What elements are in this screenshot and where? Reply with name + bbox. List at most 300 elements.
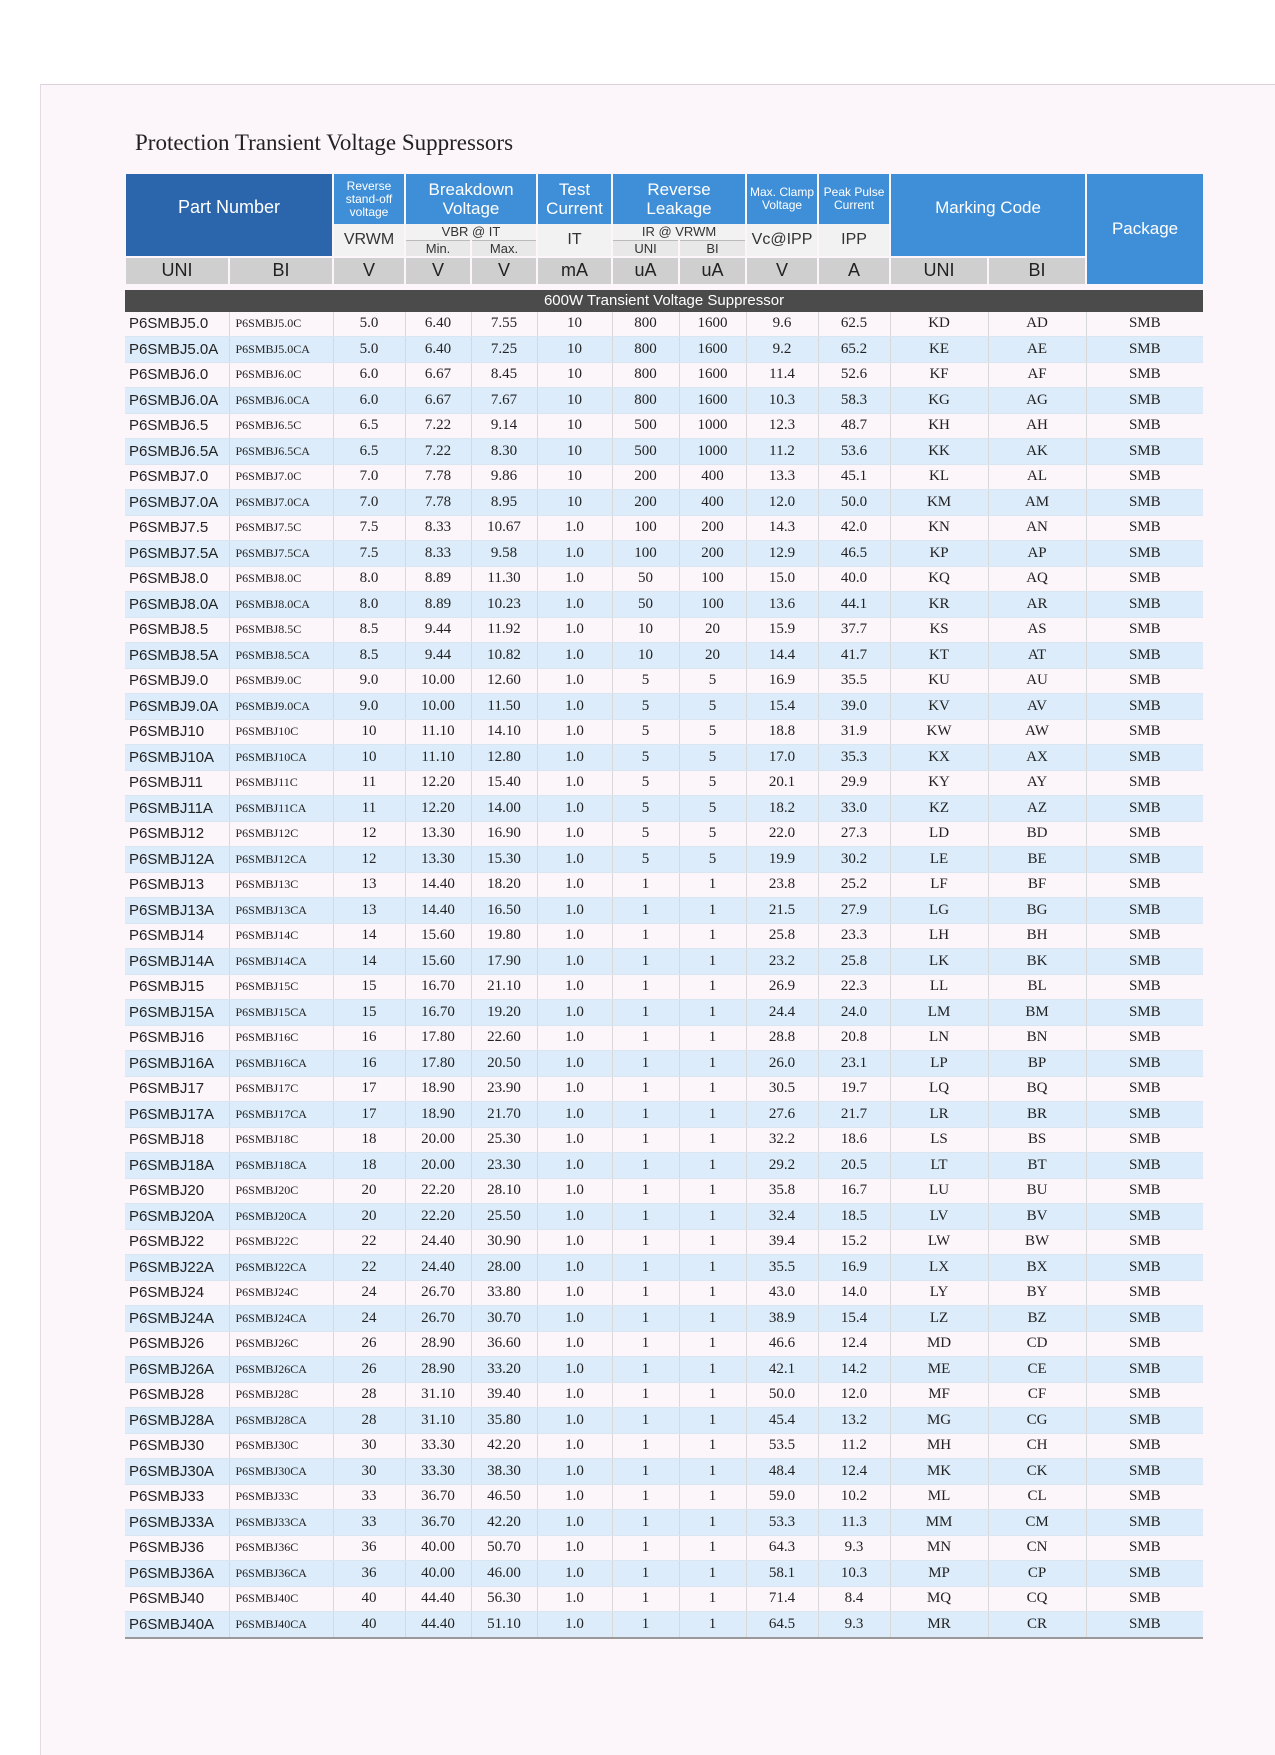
marking-uni: ML bbox=[890, 1484, 988, 1510]
package-value: SMB bbox=[1086, 1051, 1203, 1077]
table-row bbox=[125, 872, 1203, 898]
marking-bi: AZ bbox=[988, 796, 1086, 822]
it-value: 1.0 bbox=[537, 872, 612, 898]
part-bi: P6SMBJ7.5C bbox=[229, 515, 333, 541]
marking-uni: KU bbox=[890, 668, 988, 694]
package-value: SMB bbox=[1086, 745, 1203, 771]
part-bi: P6SMBJ17C bbox=[229, 1076, 333, 1102]
unit-mark-uni: UNI bbox=[890, 257, 988, 284]
marking-bi: BZ bbox=[988, 1306, 1086, 1332]
ir-uni-value: 1 bbox=[612, 923, 679, 949]
ir-uni-value: 1 bbox=[612, 1076, 679, 1102]
part-uni: P6SMBJ30 bbox=[125, 1433, 229, 1459]
vc-value: 19.9 bbox=[746, 847, 818, 873]
vbr-max-value: 46.00 bbox=[471, 1561, 537, 1587]
vbr-max-value: 30.70 bbox=[471, 1306, 537, 1332]
vc-value: 23.8 bbox=[746, 872, 818, 898]
package-value: SMB bbox=[1086, 1127, 1203, 1153]
vbr-max-value: 9.58 bbox=[471, 541, 537, 567]
part-bi: P6SMBJ30C bbox=[229, 1433, 333, 1459]
vbr-min-value: 12.20 bbox=[405, 796, 471, 822]
ipp-value: 12.0 bbox=[818, 1382, 890, 1408]
ir-bi-value: 1 bbox=[679, 1000, 746, 1026]
vbr-max-value: 33.20 bbox=[471, 1357, 537, 1383]
part-bi: P6SMBJ7.0CA bbox=[229, 490, 333, 516]
vbr-max-value: 9.14 bbox=[471, 413, 537, 439]
vrwm-value: 33 bbox=[333, 1484, 405, 1510]
marking-uni: MF bbox=[890, 1382, 988, 1408]
ipp-value: 58.3 bbox=[818, 388, 890, 414]
ir-bi-value: 1 bbox=[679, 1433, 746, 1459]
vc-value: 20.1 bbox=[746, 770, 818, 796]
header-breakdown-voltage: Breakdown Voltage bbox=[405, 174, 537, 224]
table-row bbox=[125, 1000, 1203, 1026]
ipp-value: 15.2 bbox=[818, 1229, 890, 1255]
vbr-min-value: 17.80 bbox=[405, 1051, 471, 1077]
vc-value: 53.5 bbox=[746, 1433, 818, 1459]
part-uni: P6SMBJ24 bbox=[125, 1280, 229, 1306]
marking-bi: BH bbox=[988, 923, 1086, 949]
marking-bi: BW bbox=[988, 1229, 1086, 1255]
marking-uni: KX bbox=[890, 745, 988, 771]
vbr-min-value: 18.90 bbox=[405, 1102, 471, 1128]
part-uni: P6SMBJ36A bbox=[125, 1561, 229, 1587]
ipp-value: 10.2 bbox=[818, 1484, 890, 1510]
ir-bi-value: 1 bbox=[679, 898, 746, 924]
vbr-min-value: 11.10 bbox=[405, 745, 471, 771]
vbr-min-value: 8.33 bbox=[405, 541, 471, 567]
ir-bi-value: 1 bbox=[679, 1102, 746, 1128]
marking-uni: LN bbox=[890, 1025, 988, 1051]
vbr-max-value: 20.50 bbox=[471, 1051, 537, 1077]
vbr-max-value: 12.60 bbox=[471, 668, 537, 694]
vbr-min-value: 26.70 bbox=[405, 1280, 471, 1306]
package-value: SMB bbox=[1086, 464, 1203, 490]
marking-uni: MK bbox=[890, 1459, 988, 1485]
part-uni: P6SMBJ33 bbox=[125, 1484, 229, 1510]
package-value: SMB bbox=[1086, 1510, 1203, 1536]
marking-uni: LY bbox=[890, 1280, 988, 1306]
marking-uni: KS bbox=[890, 617, 988, 643]
vrwm-value: 9.0 bbox=[333, 668, 405, 694]
vbr-min-value: 28.90 bbox=[405, 1331, 471, 1357]
part-bi: P6SMBJ12C bbox=[229, 821, 333, 847]
vrwm-value: 6.5 bbox=[333, 439, 405, 465]
ir-uni-value: 1 bbox=[612, 1102, 679, 1128]
vbr-max-value: 21.70 bbox=[471, 1102, 537, 1128]
vrwm-value: 17 bbox=[333, 1102, 405, 1128]
ir-uni-value: 1 bbox=[612, 1229, 679, 1255]
vbr-min-value: 7.22 bbox=[405, 413, 471, 439]
part-uni: P6SMBJ9.0A bbox=[125, 694, 229, 720]
package-value: SMB bbox=[1086, 1102, 1203, 1128]
package-value: SMB bbox=[1086, 1408, 1203, 1434]
vbr-max-value: 7.25 bbox=[471, 337, 537, 363]
marking-bi: BR bbox=[988, 1102, 1086, 1128]
vc-value: 35.5 bbox=[746, 1255, 818, 1281]
ipp-value: 11.3 bbox=[818, 1510, 890, 1536]
marking-bi: CR bbox=[988, 1612, 1086, 1638]
marking-uni: LE bbox=[890, 847, 988, 873]
vc-value: 22.0 bbox=[746, 821, 818, 847]
part-bi: P6SMBJ16C bbox=[229, 1025, 333, 1051]
it-value: 1.0 bbox=[537, 770, 612, 796]
package-value: SMB bbox=[1086, 1459, 1203, 1485]
vbr-max-value: 10.67 bbox=[471, 515, 537, 541]
package-value: SMB bbox=[1086, 668, 1203, 694]
part-uni: P6SMBJ10A bbox=[125, 745, 229, 771]
part-bi: P6SMBJ8.0CA bbox=[229, 592, 333, 618]
marking-uni: KG bbox=[890, 388, 988, 414]
header-peak-pulse: Peak Pulse Current bbox=[818, 174, 890, 224]
it-value: 1.0 bbox=[537, 1408, 612, 1434]
part-bi: P6SMBJ11CA bbox=[229, 796, 333, 822]
part-uni: P6SMBJ9.0 bbox=[125, 668, 229, 694]
vbr-max-value: 38.30 bbox=[471, 1459, 537, 1485]
vbr-min-value: 24.40 bbox=[405, 1229, 471, 1255]
package-value: SMB bbox=[1086, 1357, 1203, 1383]
table-row bbox=[125, 770, 1203, 796]
it-value: 1.0 bbox=[537, 1433, 612, 1459]
table-row bbox=[125, 1586, 1203, 1612]
ipp-value: 27.3 bbox=[818, 821, 890, 847]
vbr-max-value: 50.70 bbox=[471, 1535, 537, 1561]
vrwm-value: 26 bbox=[333, 1331, 405, 1357]
table-row bbox=[125, 1153, 1203, 1179]
vrwm-value: 14 bbox=[333, 949, 405, 975]
it-value: 1.0 bbox=[537, 923, 612, 949]
part-bi: P6SMBJ17CA bbox=[229, 1102, 333, 1128]
table-row bbox=[125, 1076, 1203, 1102]
part-uni: P6SMBJ40 bbox=[125, 1586, 229, 1612]
vbr-max-value: 56.30 bbox=[471, 1586, 537, 1612]
vc-value: 32.4 bbox=[746, 1204, 818, 1230]
vc-value: 9.2 bbox=[746, 337, 818, 363]
ir-bi-value: 1 bbox=[679, 1280, 746, 1306]
it-value: 1.0 bbox=[537, 974, 612, 1000]
vbr-max-value: 35.80 bbox=[471, 1408, 537, 1434]
vbr-max-value: 17.90 bbox=[471, 949, 537, 975]
marking-bi: CN bbox=[988, 1535, 1086, 1561]
vbr-min-value: 31.10 bbox=[405, 1382, 471, 1408]
part-uni: P6SMBJ18A bbox=[125, 1153, 229, 1179]
part-number-band bbox=[125, 240, 333, 257]
unit-ir-uni: uA bbox=[612, 257, 679, 284]
part-uni: P6SMBJ11 bbox=[125, 770, 229, 796]
table-row bbox=[125, 1178, 1203, 1204]
vc-value: 17.0 bbox=[746, 745, 818, 771]
marking-uni: LM bbox=[890, 1000, 988, 1026]
ipp-value: 13.2 bbox=[818, 1408, 890, 1434]
part-bi: P6SMBJ20CA bbox=[229, 1204, 333, 1230]
table-row bbox=[125, 337, 1203, 363]
ir-uni-value: 1 bbox=[612, 1459, 679, 1485]
marking-uni: LD bbox=[890, 821, 988, 847]
ipp-value: 12.4 bbox=[818, 1331, 890, 1357]
vc-value: 11.2 bbox=[746, 439, 818, 465]
ipp-value: 16.9 bbox=[818, 1255, 890, 1281]
unit-ir-bi: uA bbox=[679, 257, 746, 284]
it-value: 1.0 bbox=[537, 1357, 612, 1383]
ipp-value: 65.2 bbox=[818, 337, 890, 363]
vc-value: 13.3 bbox=[746, 464, 818, 490]
vrwm-value: 12 bbox=[333, 847, 405, 873]
header-reverse-standoff: Reverse stand-off voltage bbox=[333, 174, 405, 224]
package-value: SMB bbox=[1086, 1306, 1203, 1332]
ir-uni-value: 500 bbox=[612, 439, 679, 465]
package-value: SMB bbox=[1086, 1433, 1203, 1459]
part-uni: P6SMBJ40A bbox=[125, 1612, 229, 1638]
vbr-max-value: 7.67 bbox=[471, 388, 537, 414]
part-uni: P6SMBJ17 bbox=[125, 1076, 229, 1102]
marking-bi: AU bbox=[988, 668, 1086, 694]
ir-uni-value: 200 bbox=[612, 464, 679, 490]
vbr-min-value: 20.00 bbox=[405, 1153, 471, 1179]
ir-bi-value: 20 bbox=[679, 643, 746, 669]
vrwm-value: 6.0 bbox=[333, 362, 405, 388]
package-value: SMB bbox=[1086, 643, 1203, 669]
part-uni: P6SMBJ6.5A bbox=[125, 439, 229, 465]
table-header bbox=[125, 174, 1203, 312]
ipp-value: 11.2 bbox=[818, 1433, 890, 1459]
package-value: SMB bbox=[1086, 439, 1203, 465]
ir-bi-value: 1 bbox=[679, 1331, 746, 1357]
ir-uni-value: 5 bbox=[612, 668, 679, 694]
vrwm-value: 11 bbox=[333, 770, 405, 796]
ir-uni-value: 50 bbox=[612, 566, 679, 592]
part-uni: P6SMBJ24A bbox=[125, 1306, 229, 1332]
vbr-min-value: 13.30 bbox=[405, 821, 471, 847]
vrwm-value: 15 bbox=[333, 974, 405, 1000]
ir-bi-value: 1600 bbox=[679, 337, 746, 363]
vbr-min-value: 6.67 bbox=[405, 388, 471, 414]
it-value: 1.0 bbox=[537, 541, 612, 567]
ir-bi-value: 100 bbox=[679, 566, 746, 592]
table-row bbox=[125, 745, 1203, 771]
vc-value: 13.6 bbox=[746, 592, 818, 618]
vc-value: 18.2 bbox=[746, 796, 818, 822]
marking-bi: AE bbox=[988, 337, 1086, 363]
table-row bbox=[125, 1229, 1203, 1255]
ir-uni-value: 1 bbox=[612, 1255, 679, 1281]
vrwm-value: 8.0 bbox=[333, 566, 405, 592]
part-bi: P6SMBJ20C bbox=[229, 1178, 333, 1204]
part-uni: P6SMBJ5.0 bbox=[125, 312, 229, 337]
part-bi: P6SMBJ7.0C bbox=[229, 464, 333, 490]
marking-bi: CF bbox=[988, 1382, 1086, 1408]
vc-value: 14.3 bbox=[746, 515, 818, 541]
table-row bbox=[125, 490, 1203, 516]
ipp-value: 9.3 bbox=[818, 1535, 890, 1561]
table-row bbox=[125, 1025, 1203, 1051]
marking-bi: AD bbox=[988, 312, 1086, 337]
it-value: 1.0 bbox=[537, 796, 612, 822]
marking-uni: LF bbox=[890, 872, 988, 898]
marking-uni: LG bbox=[890, 898, 988, 924]
symbol-leak-bi: BI bbox=[679, 240, 746, 257]
ipp-value: 29.9 bbox=[818, 770, 890, 796]
part-uni: P6SMBJ10 bbox=[125, 719, 229, 745]
package-value: SMB bbox=[1086, 770, 1203, 796]
part-bi: P6SMBJ22C bbox=[229, 1229, 333, 1255]
marking-bi: AX bbox=[988, 745, 1086, 771]
header-max-clamp: Max. Clamp Voltage bbox=[746, 174, 818, 224]
part-bi: P6SMBJ33CA bbox=[229, 1510, 333, 1536]
package-value: SMB bbox=[1086, 1076, 1203, 1102]
vc-value: 71.4 bbox=[746, 1586, 818, 1612]
symbol-ipp: IPP bbox=[818, 224, 890, 257]
vrwm-value: 16 bbox=[333, 1051, 405, 1077]
package-value: SMB bbox=[1086, 617, 1203, 643]
vrwm-value: 30 bbox=[333, 1433, 405, 1459]
vbr-min-value: 31.10 bbox=[405, 1408, 471, 1434]
vbr-max-value: 12.80 bbox=[471, 745, 537, 771]
vbr-max-value: 30.90 bbox=[471, 1229, 537, 1255]
table-row bbox=[125, 949, 1203, 975]
vrwm-value: 11 bbox=[333, 796, 405, 822]
package-value: SMB bbox=[1086, 872, 1203, 898]
ir-bi-value: 1 bbox=[679, 1408, 746, 1434]
it-value: 10 bbox=[537, 337, 612, 363]
vc-value: 45.4 bbox=[746, 1408, 818, 1434]
package-value: SMB bbox=[1086, 362, 1203, 388]
vc-value: 46.6 bbox=[746, 1331, 818, 1357]
marking-uni: MP bbox=[890, 1561, 988, 1587]
part-uni: P6SMBJ6.0A bbox=[125, 388, 229, 414]
ipp-value: 30.2 bbox=[818, 847, 890, 873]
part-bi: P6SMBJ18C bbox=[229, 1127, 333, 1153]
part-uni: P6SMBJ13 bbox=[125, 872, 229, 898]
ir-bi-value: 20 bbox=[679, 617, 746, 643]
ipp-value: 18.5 bbox=[818, 1204, 890, 1230]
table-row bbox=[125, 1510, 1203, 1536]
vrwm-value: 18 bbox=[333, 1153, 405, 1179]
ipp-value: 50.0 bbox=[818, 490, 890, 516]
vbr-min-value: 36.70 bbox=[405, 1484, 471, 1510]
marking-bi: BM bbox=[988, 1000, 1086, 1026]
part-uni: P6SMBJ30A bbox=[125, 1459, 229, 1485]
part-bi: P6SMBJ8.5C bbox=[229, 617, 333, 643]
vbr-max-value: 16.50 bbox=[471, 898, 537, 924]
vrwm-value: 40 bbox=[333, 1586, 405, 1612]
ir-bi-value: 1 bbox=[679, 872, 746, 898]
vbr-max-value: 11.30 bbox=[471, 566, 537, 592]
ir-uni-value: 1 bbox=[612, 1204, 679, 1230]
vc-value: 15.0 bbox=[746, 566, 818, 592]
ir-uni-value: 1 bbox=[612, 1586, 679, 1612]
it-value: 1.0 bbox=[537, 949, 612, 975]
ir-uni-value: 5 bbox=[612, 694, 679, 720]
marking-code-band bbox=[890, 240, 1086, 257]
marking-uni: MR bbox=[890, 1612, 988, 1638]
marking-bi: CQ bbox=[988, 1586, 1086, 1612]
part-uni: P6SMBJ5.0A bbox=[125, 337, 229, 363]
vbr-min-value: 12.20 bbox=[405, 770, 471, 796]
ir-bi-value: 1 bbox=[679, 923, 746, 949]
vbr-min-value: 44.40 bbox=[405, 1612, 471, 1638]
it-value: 1.0 bbox=[537, 1127, 612, 1153]
table-row bbox=[125, 312, 1203, 337]
ir-bi-value: 1 bbox=[679, 1127, 746, 1153]
ir-bi-value: 5 bbox=[679, 694, 746, 720]
package-value: SMB bbox=[1086, 1000, 1203, 1026]
vrwm-value: 8.0 bbox=[333, 592, 405, 618]
unit-vrwm: V bbox=[333, 257, 405, 284]
vbr-max-value: 22.60 bbox=[471, 1025, 537, 1051]
table-row bbox=[125, 617, 1203, 643]
ir-uni-value: 1 bbox=[612, 1000, 679, 1026]
marking-bi: AW bbox=[988, 719, 1086, 745]
ir-bi-value: 5 bbox=[679, 719, 746, 745]
it-value: 1.0 bbox=[537, 1051, 612, 1077]
it-value: 1.0 bbox=[537, 898, 612, 924]
vbr-min-value: 8.33 bbox=[405, 515, 471, 541]
vbr-min-value: 33.30 bbox=[405, 1433, 471, 1459]
table-row bbox=[125, 388, 1203, 414]
ir-uni-value: 1 bbox=[612, 949, 679, 975]
marking-uni: KR bbox=[890, 592, 988, 618]
it-value: 1.0 bbox=[537, 1306, 612, 1332]
vc-value: 18.8 bbox=[746, 719, 818, 745]
vbr-max-value: 9.86 bbox=[471, 464, 537, 490]
marking-bi: AR bbox=[988, 592, 1086, 618]
package-value: SMB bbox=[1086, 847, 1203, 873]
vbr-min-value: 10.00 bbox=[405, 694, 471, 720]
vbr-max-value: 36.60 bbox=[471, 1331, 537, 1357]
unit-vbr-max: V bbox=[471, 257, 537, 284]
marking-bi: AY bbox=[988, 770, 1086, 796]
ipp-value: 15.4 bbox=[818, 1306, 890, 1332]
marking-uni: MN bbox=[890, 1535, 988, 1561]
it-value: 10 bbox=[537, 362, 612, 388]
vbr-min-value: 20.00 bbox=[405, 1127, 471, 1153]
table-row bbox=[125, 1306, 1203, 1332]
marking-uni: KY bbox=[890, 770, 988, 796]
table-row bbox=[125, 719, 1203, 745]
marking-uni: MM bbox=[890, 1510, 988, 1536]
marking-bi: CL bbox=[988, 1484, 1086, 1510]
vc-value: 59.0 bbox=[746, 1484, 818, 1510]
package-value: SMB bbox=[1086, 1382, 1203, 1408]
table-row bbox=[125, 592, 1203, 618]
ir-bi-value: 5 bbox=[679, 770, 746, 796]
ipp-value: 20.5 bbox=[818, 1153, 890, 1179]
part-uni: P6SMBJ28 bbox=[125, 1382, 229, 1408]
ir-bi-value: 400 bbox=[679, 464, 746, 490]
package-value: SMB bbox=[1086, 1331, 1203, 1357]
marking-bi: BD bbox=[988, 821, 1086, 847]
part-bi: P6SMBJ36C bbox=[229, 1535, 333, 1561]
vbr-max-value: 10.23 bbox=[471, 592, 537, 618]
ir-bi-value: 1 bbox=[679, 1153, 746, 1179]
vbr-min-value: 7.78 bbox=[405, 464, 471, 490]
marking-bi: BP bbox=[988, 1051, 1086, 1077]
marking-uni: LW bbox=[890, 1229, 988, 1255]
ir-uni-value: 200 bbox=[612, 490, 679, 516]
part-uni: P6SMBJ28A bbox=[125, 1408, 229, 1434]
marking-uni: LH bbox=[890, 923, 988, 949]
part-uni: P6SMBJ20 bbox=[125, 1178, 229, 1204]
part-bi: P6SMBJ6.0C bbox=[229, 362, 333, 388]
it-value: 1.0 bbox=[537, 1153, 612, 1179]
ipp-value: 44.1 bbox=[818, 592, 890, 618]
part-bi: P6SMBJ24C bbox=[229, 1280, 333, 1306]
ipp-value: 48.7 bbox=[818, 413, 890, 439]
vbr-min-value: 6.40 bbox=[405, 312, 471, 337]
package-value: SMB bbox=[1086, 974, 1203, 1000]
marking-uni: LP bbox=[890, 1051, 988, 1077]
package-value: SMB bbox=[1086, 566, 1203, 592]
